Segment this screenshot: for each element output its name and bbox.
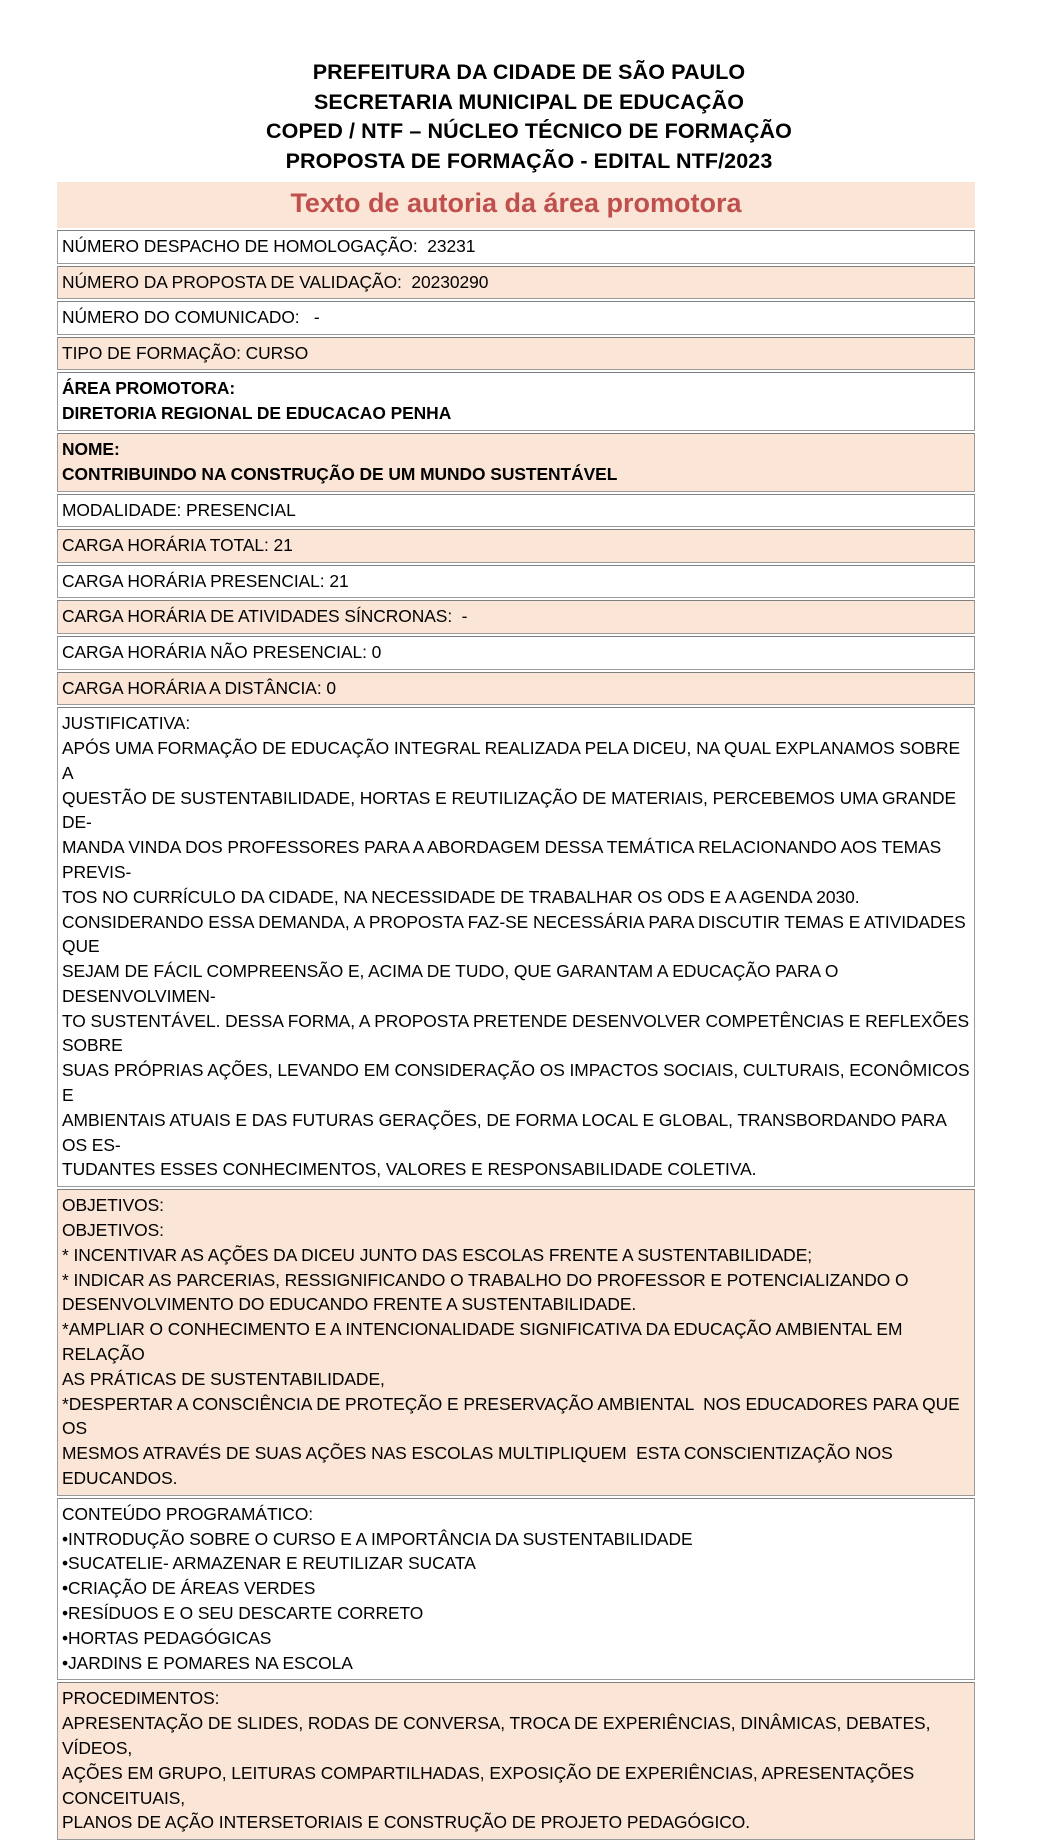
row-line: •RESÍDUOS E O SEU DESCARTE CORRETO <box>62 1603 424 1624</box>
header-line-2: SECRETARIA MUNICIPAL DE EDUCAÇÃO <box>313 89 745 114</box>
row-line: AS PRÁTICAS DE SUSTENTABILIDADE, <box>62 1368 385 1389</box>
form-row-objetivos <box>57 1189 975 1496</box>
row-line: CONTRIBUINDO NA CONSTRUÇÃO DE UM MUNDO SUSTENTÁVEL <box>62 463 618 484</box>
row-line: *DESPERTAR A CONSCIÊNCIA DE PROTEÇÃO E PRESERVAÇÃO AMBIENTAL NOS EDUCADORES PARA QUE OS <box>62 1393 965 1439</box>
row-line: MANDA VINDA DOS PROFESSORES PARA A ABORDAGEM DESSA TEMÁTICA RELACIONANDO AOS TEMAS PREVIS- <box>62 837 946 882</box>
row-line: PROCEDIMENTOS: <box>62 1688 220 1709</box>
form-rows-container <box>57 230 975 1840</box>
row-line: •CRIAÇÃO DE ÁREAS VERDES <box>62 1578 316 1599</box>
row-line: TO SUSTENTÁVEL. DESSA FORMA, A PROPOSTA PRETENDE DESENVOLVER COMPETÊNCIAS E REFLEXÕES SOBRE <box>62 1010 974 1056</box>
row-line: CARGA HORÁRIA A DISTÂNCIA: 0 <box>62 677 337 698</box>
row-line: CARGA HORÁRIA DE ATIVIDADES SÍNCRONAS: - <box>62 606 468 627</box>
row-line: TUDANTES ESSES CONHECIMENTOS, VALORES E RESPONSABILIDADE COLETIVA. <box>62 1159 757 1180</box>
row-line: AÇÕES EM GRUPO, LEITURAS COMPARTILHADAS, EXPOSIÇÃO DE EXPERIÊNCIAS, APRESENTAÇÕES CONCEITUAIS, <box>62 1762 919 1808</box>
row-line: TIPO DE FORMAÇÃO: CURSO <box>62 342 309 363</box>
form-row-carga-horaria-a-distancia <box>57 672 975 706</box>
form-row-area-promotora <box>57 372 975 431</box>
form-row-carga-horaria-atividades-sincronas <box>57 600 975 634</box>
row-line: APÓS UMA FORMAÇÃO DE EDUCAÇÃO INTEGRAL REALIZADA PELA DICEU, NA QUAL EXPLANAMOS SOBRE A <box>62 737 964 783</box>
form-row-carga-horaria-total <box>57 529 975 563</box>
header-line-1: PREFEITURA DA CIDADE DE SÃO PAULO <box>312 60 746 84</box>
row-line: QUESTÃO DE SUSTENTABILIDADE, HORTAS E REUTILIZAÇÃO DE MATERIAIS, PERCEBEMOS UMA GRANDE DE- <box>62 787 961 833</box>
row-line: •JARDINS E POMARES NA ESCOLA <box>62 1652 353 1673</box>
form-row-numero-despacho-homologacao <box>57 230 975 264</box>
row-line: CARGA HORÁRIA TOTAL: 21 <box>62 535 293 556</box>
row-line: CARGA HORÁRIA PRESENCIAL: 21 <box>62 570 349 591</box>
row-line: DESENVOLVIMENTO DO EDUCANDO FRENTE A SUSTENTABILIDADE. <box>62 1294 637 1315</box>
form-row-modalidade <box>57 494 975 528</box>
banner-row <box>57 182 975 228</box>
row-line: * INDICAR AS PARCERIAS, RESSIGNIFICANDO O TRABALHO DO PROFESSOR E POTENCIALIZANDO O <box>62 1269 909 1290</box>
row-line: •SUCATELIE- ARMAZENAR E REUTILIZAR SUCATA <box>62 1553 476 1574</box>
row-line: CONSIDERANDO ESSA DEMANDA, A PROPOSTA FAZ-SE NECESSÁRIA PARA DISCUTIR TEMAS E ATIVIDADES QUE <box>62 911 971 957</box>
row-line: JUSTIFICATIVA: <box>62 713 191 734</box>
form-row-carga-horaria-nao-presencial <box>57 636 975 670</box>
row-line: AMBIENTAIS ATUAIS E DAS FUTURAS GERAÇÕES, DE FORMA LOCAL E GLOBAL, TRANSBORDANDO PARA OS ES- <box>62 1109 951 1155</box>
row-line: TOS NO CURRÍCULO DA CIDADE, NA NECESSIDADE DE TRABALHAR OS ODS E A AGENDA 2030. <box>62 886 860 907</box>
form-row-numero-comunicado <box>57 301 975 335</box>
row-line: *AMPLIAR O CONHECIMENTO E A INTENCIONALIDADE SIGNIFICATIVA DA EDUCAÇÃO AMBIENTAL EM RELAÇÃO <box>62 1319 908 1365</box>
form-row-tipo-de-formacao <box>57 337 975 371</box>
row-line: ÁREA PROMOTORA: <box>62 378 236 399</box>
form-row-numero-proposta-validacao <box>57 266 975 300</box>
row-line: •INTRODUÇÃO SOBRE O CURSO E A IMPORTÂNCIA DA SUSTENTABILIDADE <box>62 1528 693 1549</box>
form-row-carga-horaria-presencial <box>57 565 975 599</box>
form-row-conteudo-programatico <box>57 1498 975 1681</box>
row-line: NÚMERO DO COMUNICADO: - <box>62 307 320 328</box>
row-line: SUAS PRÓPRIAS AÇÕES, LEVANDO EM CONSIDERAÇÃO OS IMPACTOS SOCIAIS, CULTURAIS, ECONÔMICOS E <box>62 1060 975 1106</box>
form-row-procedimentos <box>57 1682 975 1840</box>
row-line: * INCENTIVAR AS AÇÕES DA DICEU JUNTO DAS ESCOLAS FRENTE A SUSTENTABILIDADE; <box>62 1244 813 1265</box>
header-line-3: COPED / NTF – NÚCLEO TÉCNICO DE FORMAÇÃO <box>266 119 792 143</box>
header-line-4: PROPOSTA DE FORMAÇÃO - EDITAL NTF/2023 <box>285 148 773 173</box>
row-line: CARGA HORÁRIA NÃO PRESENCIAL: 0 <box>62 641 382 662</box>
row-line: OBJETIVOS: <box>62 1220 164 1241</box>
document-header <box>0 0 1058 176</box>
row-line: NOME: <box>62 438 120 459</box>
row-line: CONTEÚDO PROGRAMÁTICO: <box>62 1503 314 1524</box>
row-line: NÚMERO DESPACHO DE HOMOLOGAÇÃO: 23231 <box>62 236 476 256</box>
form-row-nome <box>57 433 975 492</box>
row-line: PLANOS DE AÇÃO INTERSETORIAIS E CONSTRUÇÃO DE PROJETO PEDAGÓGICO. <box>62 1812 751 1833</box>
row-line: •HORTAS PEDAGÓGICAS <box>62 1627 272 1648</box>
row-line: DIRETORIA REGIONAL DE EDUCACAO PENHA <box>62 403 452 424</box>
row-line: SEJAM DE FÁCIL COMPREENSÃO E, ACIMA DE TUDO, QUE GARANTAM A EDUCAÇÃO PARA O DESENVOLVIMEN- <box>62 961 844 1006</box>
proposal-form-table <box>57 182 975 1840</box>
row-line: NÚMERO DA PROPOSTA DE VALIDAÇÃO: 20230290 <box>62 271 489 292</box>
row-line: OBJETIVOS: <box>62 1195 164 1216</box>
row-line: APRESENTAÇÃO DE SLIDES, RODAS DE CONVERSA, TROCA DE EXPERIÊNCIAS, DINÂMICAS, DEBATES, VÍDEOS, <box>62 1713 936 1758</box>
banner-title: Texto de autoria da área promotora <box>290 188 742 218</box>
form-row-justificativa <box>57 707 975 1187</box>
row-line: MODALIDADE: PRESENCIAL <box>62 499 296 520</box>
row-line: MESMOS ATRAVÉS DE SUAS AÇÕES NAS ESCOLAS MULTIPLIQUEM ESTA CONSCIENTIZAÇÃO NOS EDUCANDOS. <box>62 1443 898 1489</box>
